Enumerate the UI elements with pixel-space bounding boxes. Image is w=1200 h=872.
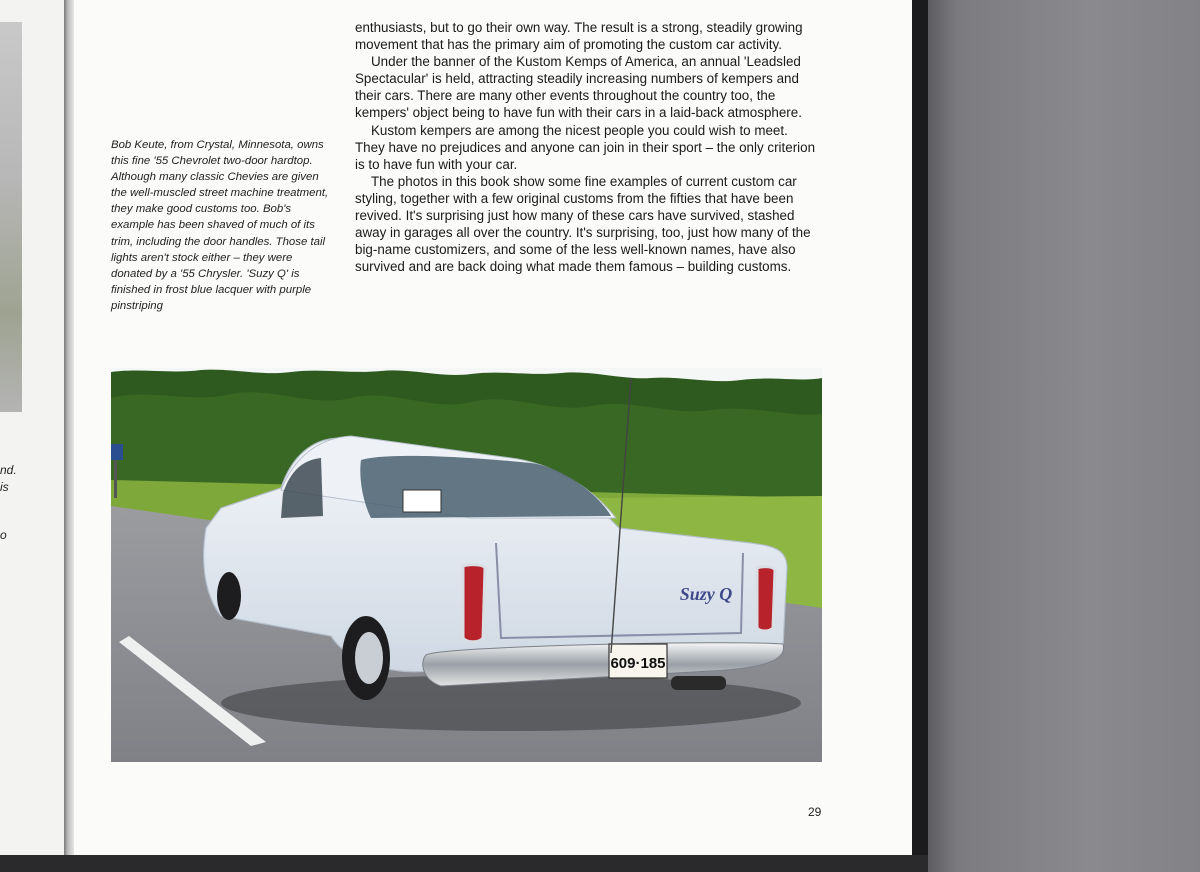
photo-caption: Bob Keute, from Crystal, Minnesota, owns this fine '55 Chevrolet two-door hardtop. Although many classic Chevies are given the well-muscled street machine treatment, they make good customs too. Bob's example has been shaved of much of its trim, including the door handles. Those tail lights aren't stock either – they were donated by a '55 Chrysler. 'Suzy Q' is finished in frost blue lacquer with purple pinstriping (111, 139, 329, 312)
body-paragraph: Under the banner of the Kustom Kemps of America, an annual 'Leadsled Spectacular' is held, attracting steadily increasing numbers of kempers and their cars. There are many other events throughout the country too, the kempers' object being to have fun with their cars in a laid-back atmosphere. (355, 54, 802, 121)
car-illustration (111, 368, 822, 762)
previous-page-fragment: o (0, 528, 7, 542)
left-tail-light (463, 565, 485, 642)
window-sticker (403, 490, 441, 512)
scan-background (925, 0, 1200, 872)
front-left-wheel (217, 572, 241, 620)
body-paragraph: enthusiasts, but to go their own way. The result is a strong, steadily growing movement that has the primary aim of promoting the custom car activity. (355, 20, 803, 53)
suzy-q-badge: Suzy Q (679, 584, 733, 604)
car-photo (111, 368, 822, 762)
body-paragraph: Kustom kempers are among the nicest people you could wish to meet. They have no prejudices and anyone can join in their sport – the only criterion is to have fun with your car. (355, 122, 816, 172)
book-binding (912, 0, 928, 872)
body-text (355, 19, 820, 275)
rear-left-hubcap (355, 632, 383, 684)
page-number: 29 (808, 805, 822, 819)
exhaust-pipe (671, 676, 726, 690)
previous-page-fragment: nd. (0, 463, 17, 477)
right-tail-light (757, 567, 775, 631)
previous-page-photo-edge (0, 22, 22, 412)
book-edge-bottom (0, 855, 928, 872)
license-plate-number: 609·185 (610, 655, 666, 672)
previous-page-edge (0, 0, 64, 855)
previous-page-fragment: is (0, 480, 9, 494)
body-paragraph: The photos in this book show some fine examples of current custom car styling, together with a few original customs from the fifties that have been revived. It's surprising just how many of these cars have survived, stashed away in garages all over the country. It's surprising, too, just how many of the big-name customizers, and some of the less well-known names, have also survived and are back doing what made them famous – building customs. (355, 173, 811, 275)
road-sign (111, 444, 123, 460)
page-gutter (64, 0, 74, 855)
